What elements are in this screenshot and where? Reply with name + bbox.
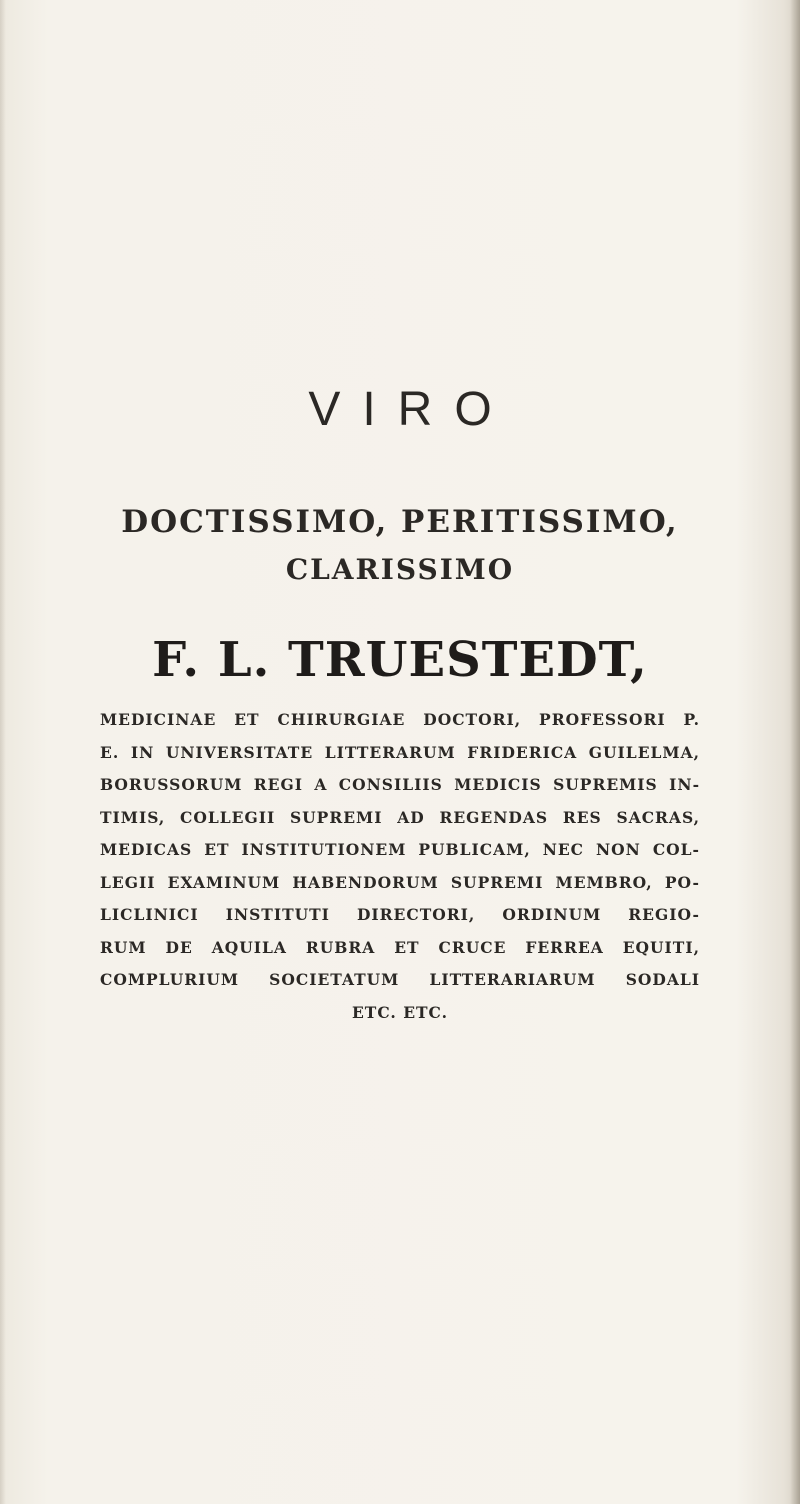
page-left-edge-shadow — [0, 0, 6, 1504]
epithets-line-1: DOCTISSIMO, PERITISSIMO, — [121, 504, 679, 540]
description-line: LICLINICI INSTITUTI DIRECTORI, ORDINUM REGIO- — [100, 905, 700, 924]
description-line: RUM DE AQUILA RUBRA ET CRUCE FERREA EQUITI, — [100, 937, 700, 957]
page-right-edge-shadow — [790, 0, 800, 1504]
description-line: LEGII EXAMINUM HABENDORUM SUPREMI MEMBRO, PO- — [100, 872, 700, 892]
description-line: BORUSSORUM REGI A CONSILIIS MEDICIS SUPREMIS IN- — [100, 775, 700, 794]
dedicatee-description — [100, 704, 700, 1029]
dedication-title: VIRO — [308, 383, 514, 436]
description-line: COMPLURIUM SOCIETATUM LITTERARIARUM SODALI — [100, 970, 700, 989]
description-line: MEDICINAE ET CHIRURGIAE DOCTORI, PROFESSORI P. — [100, 710, 700, 729]
description-line: E. IN UNIVERSITATE LITTERARUM FRIDERICA GUILELMA, — [100, 742, 700, 762]
description-line: MEDICAS ET INSTITUTIONEM PUBLICAM, NEC NON COL- — [100, 840, 700, 859]
epithets-line-2: CLARISSIMO — [285, 553, 515, 586]
dedicatee-name: F. L. TRUESTEDT, — [152, 632, 648, 688]
description-line: ETC. ETC. — [351, 1002, 448, 1022]
description-line: TIMIS, COLLEGII SUPREMI AD REGENDAS RES SACRAS, — [100, 807, 700, 827]
